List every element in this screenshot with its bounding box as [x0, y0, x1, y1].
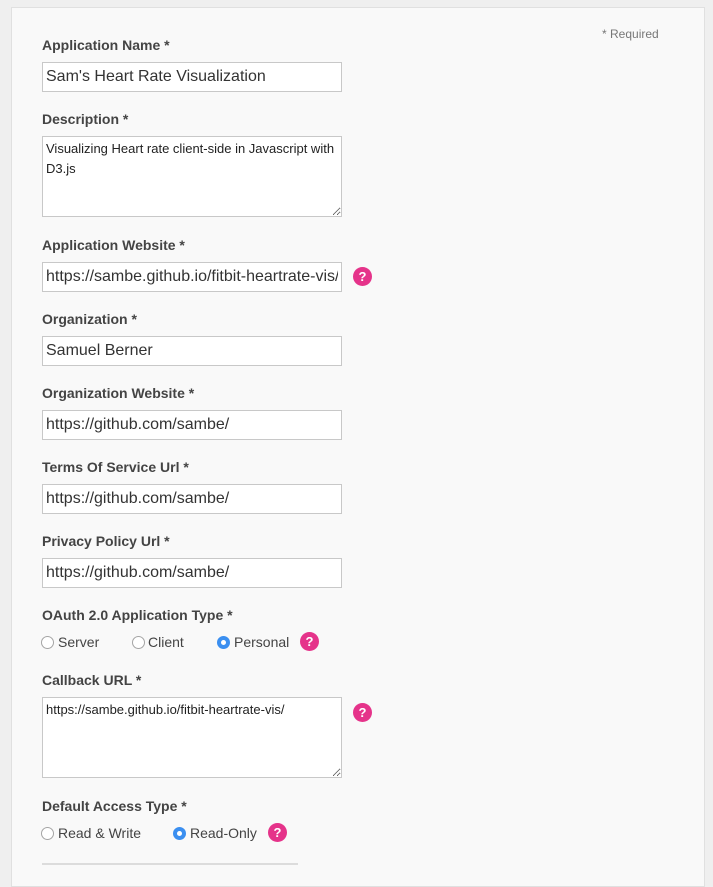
radio-read-write-label[interactable]: Read & Write: [58, 825, 141, 841]
question-mark-icon[interactable]: ?: [353, 267, 372, 286]
app-name-label: Application Name *: [42, 37, 170, 53]
oauth-type-label: OAuth 2.0 Application Type *: [42, 607, 233, 623]
radio-server[interactable]: [41, 636, 54, 649]
tos-url-input[interactable]: [42, 484, 342, 514]
radio-server-label[interactable]: Server: [58, 634, 100, 650]
access-type-label: Default Access Type *: [42, 798, 187, 814]
callback-url-textarea[interactable]: [42, 697, 342, 778]
org-website-input[interactable]: [42, 410, 342, 440]
app-website-label: Application Website *: [42, 237, 185, 253]
callback-url-label: Callback URL *: [42, 672, 142, 688]
access-type-radio-group: [40, 824, 300, 844]
organization-input[interactable]: [42, 336, 342, 366]
privacy-url-label: Privacy Policy Url *: [42, 533, 170, 549]
app-website-input[interactable]: [42, 262, 342, 292]
radio-client[interactable]: [132, 636, 145, 649]
organization-label: Organization *: [42, 311, 137, 327]
radio-personal[interactable]: [217, 636, 230, 649]
required-note: * Required: [602, 27, 659, 41]
question-mark-icon[interactable]: ?: [353, 703, 372, 722]
app-name-input[interactable]: [42, 62, 342, 92]
question-mark-icon[interactable]: ?: [300, 632, 319, 651]
description-textarea[interactable]: [42, 136, 342, 217]
radio-read-only[interactable]: [173, 827, 186, 840]
radio-client-label[interactable]: Client: [148, 634, 184, 650]
radio-personal-label[interactable]: Personal: [234, 634, 290, 650]
question-mark-icon[interactable]: ?: [268, 823, 287, 842]
tos-url-label: Terms Of Service Url *: [42, 459, 189, 475]
description-label: Description *: [42, 111, 129, 127]
radio-read-only-label[interactable]: Read-Only: [190, 825, 257, 841]
privacy-url-input[interactable]: [42, 558, 342, 588]
next-field-edge: [42, 863, 298, 865]
oauth-type-radio-group: [40, 633, 340, 653]
org-website-label: Organization Website *: [42, 385, 195, 401]
radio-read-write[interactable]: [41, 827, 54, 840]
